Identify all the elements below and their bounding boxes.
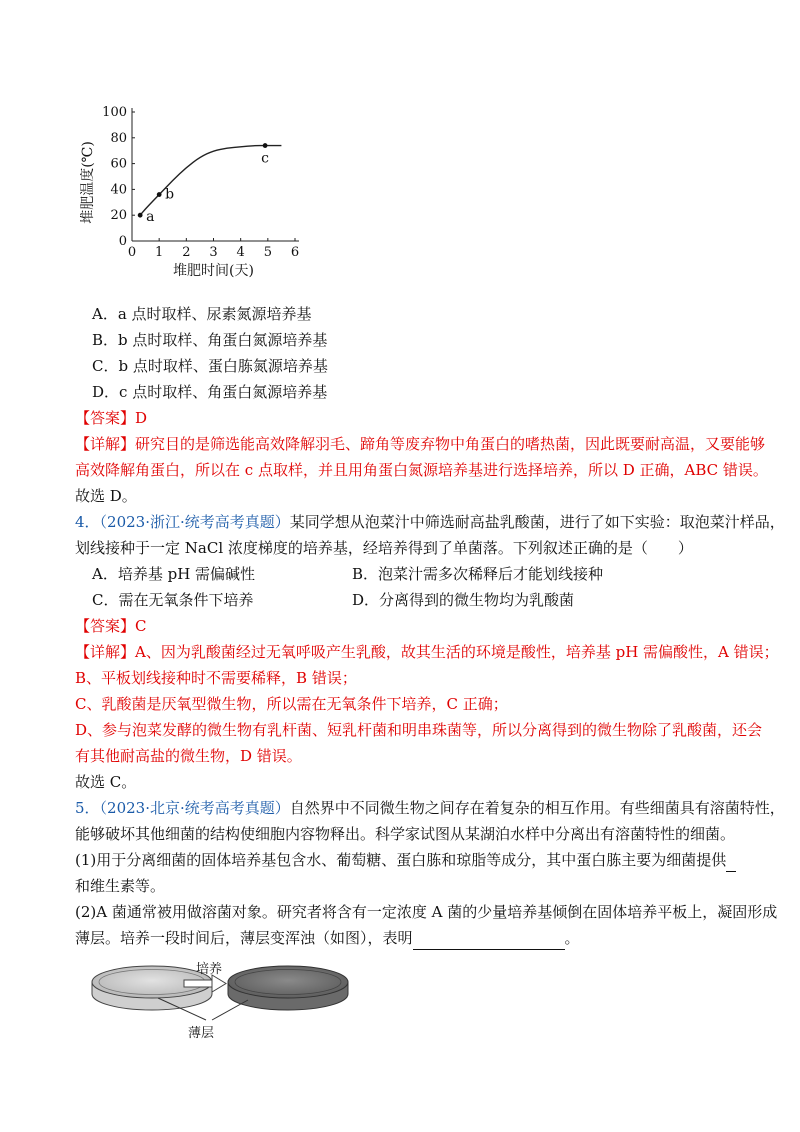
x-tick-label: 5 [263, 245, 272, 260]
q4-option-a: A．培养基 pH 需偏碱性 [92, 565, 256, 583]
arrow-label: 培养 [196, 962, 223, 977]
y-tick-label: 0 [118, 234, 127, 249]
x-tick-label: 1 [155, 245, 164, 260]
q5-stem-text: 自然界中不同微生物之间存在着复杂的相互作用。有些细菌具有溶菌特性， [289, 799, 785, 817]
q3-option-c: C．b 点时取样、蛋白胨氮源培养基 [92, 357, 328, 375]
q4-answer: 【答案】C [75, 617, 147, 635]
layer-label: 薄层 [188, 1026, 215, 1041]
x-tick-label: 4 [236, 245, 245, 260]
y-tick-label: 60 [110, 156, 127, 172]
q3-option-a: A．a 点时取样、尿素氮源培养基 [92, 305, 312, 323]
q5-part1-line-2: 和维生素等。 [75, 877, 166, 895]
q3-answer: 【答案】D [75, 409, 148, 427]
q5-part2-end: 。 [564, 929, 580, 947]
y-tick-label: 80 [110, 130, 127, 146]
q5-part2-text: 薄层。培养一段时间后，薄层变浑浊（如图），表明 [75, 929, 413, 947]
q5-source: 5．（2023·北京·统考高考真题） [75, 799, 290, 817]
y-tick-label: 100 [102, 105, 127, 120]
x-axis-label: 堆肥时间(天) [173, 263, 254, 279]
q5-part1-blank[interactable] [726, 849, 736, 872]
q5-part1-line-1 [75, 849, 736, 872]
q3-option-d: D．c 点时取样、角蛋白氮源培养基 [92, 383, 328, 401]
point-b [157, 192, 162, 197]
x-tick-label: 3 [209, 245, 218, 260]
q5-part2-line-2 [75, 927, 580, 950]
petri-dish-figure [88, 960, 418, 1050]
q5-part2-blank[interactable] [413, 927, 565, 950]
y-tick-label: 40 [110, 182, 127, 198]
q3-detail-line-2: 高效降解角蛋白，所以在 c 点取样，并且用角蛋白氮源培养基进行选择培养，所以 D 正确，ABC 错误。 [75, 461, 768, 479]
dish-after-culture [228, 966, 348, 1010]
temperature-chart [80, 95, 310, 290]
q4-option-b: B．泡菜汁需多次稀释后才能划线接种 [352, 565, 604, 583]
q5-part2-line-1: (2)A 菌通常被用做溶菌对象。研究者将含有一定浓度 A 菌的少量培养基倾倒在固体培养平板上，凝固形成 [75, 903, 778, 921]
q3-conclusion: 故选 D。 [75, 487, 137, 505]
q4-stem-line-1 [75, 511, 785, 533]
point-label-b: b [165, 186, 175, 203]
q4-stem-text: 某同学想从泡菜汁中筛选耐高盐乳酸菌，进行了如下实验：取泡菜汁样品， [289, 513, 785, 531]
q4-stem-line-2: 划线接种于一定 NaCl 浓度梯度的培养基，经培养得到了单菌落。下列叙述正确的是（ ） [75, 539, 693, 557]
x-tick-label: 2 [182, 245, 191, 260]
q4-option-c: C．需在无氧条件下培养 [92, 591, 254, 609]
q4-detail-line-2: B、平板划线接种时不需要稀释，B 错误； [75, 669, 357, 687]
point-a [138, 213, 143, 218]
y-axis-label: 堆肥温度(℃) [80, 141, 96, 224]
q4-source: 4．（2023·浙江·统考高考真题） [75, 513, 290, 531]
q5-stem-line-2: 能够破坏其他细菌的结构使细胞内容物释出。科学家试图从某湖泊水样中分离出有溶菌特性的细菌。 [75, 825, 736, 843]
q4-detail-line-5: 有其他耐高盐的微生物，D 错误。 [75, 747, 302, 765]
q4-detail-line-3: C、乳酸菌是厌氧型微生物，所以需在无氧条件下培养，C 正确； [75, 695, 508, 713]
point-label-a: a [146, 209, 155, 226]
x-tick-label: 0 [127, 245, 137, 260]
point-label-c: c [261, 150, 269, 167]
y-tick-label: 20 [110, 208, 127, 224]
q4-detail-line-4: D、参与泡菜发酵的微生物有乳杆菌、短乳杆菌和明串珠菌等，所以分离得到的微生物除了乳酸菌，还会 [75, 721, 763, 739]
q3-detail-line-1: 【详解】研究目的是筛选能高效降解羽毛、蹄角等废弃物中角蛋白的嗜热菌，因此既要耐高温，又要能够 [75, 435, 766, 453]
q3-option-b: B．b 点时取样、角蛋白氮源培养基 [92, 331, 328, 349]
q4-option-d: D．分离得到的微生物均为乳酸菌 [352, 591, 575, 609]
dish-before-culture [92, 966, 212, 1010]
q4-conclusion: 故选 C。 [75, 773, 137, 791]
x-tick-label: 6 [290, 245, 300, 260]
q4-detail-line-1: 【详解】A、因为乳酸菌经过无氧呼吸产生乳酸，故其生活的环境是酸性，培养基 pH 需偏酸性，A 错误； [75, 643, 779, 661]
q5-part1-text: (1)用于分离细菌的固体培养基包含水、葡萄糖、蛋白胨和琼脂等成分，其中蛋白胨主要为细菌提供 [75, 851, 727, 869]
point-c [263, 143, 268, 148]
q5-stem-line-1 [75, 797, 785, 819]
